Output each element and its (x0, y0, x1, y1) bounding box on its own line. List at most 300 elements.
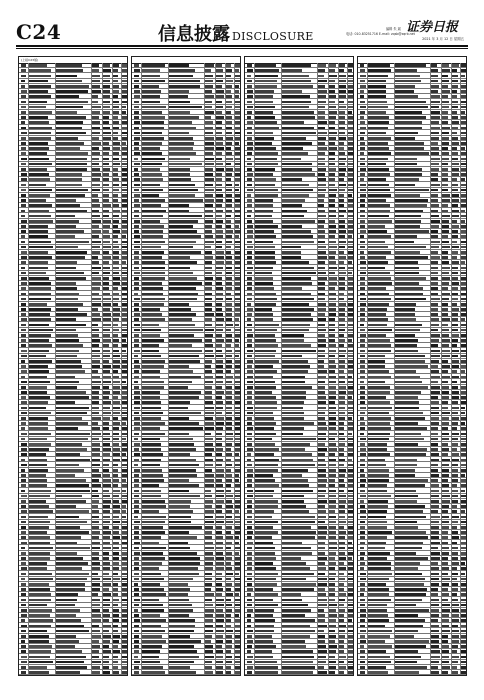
masthead-logo (404, 18, 464, 34)
table-cell (329, 261, 336, 264)
table-cell (431, 531, 439, 534)
table-cell (339, 350, 346, 353)
table-cell (235, 287, 240, 290)
table-cell (21, 412, 27, 415)
table-cell (169, 365, 189, 368)
table-cell (282, 101, 311, 104)
table-cell (92, 365, 100, 368)
table-cell (339, 547, 345, 550)
table-cell (113, 401, 120, 404)
table-cell (339, 474, 345, 477)
table-cell (56, 360, 81, 363)
table-cell (216, 127, 222, 130)
table-cell (29, 334, 51, 337)
table-cell (226, 90, 231, 93)
table-cell (134, 64, 139, 67)
table-cell (360, 158, 365, 161)
table-cell (205, 469, 212, 472)
table-cell (21, 459, 25, 462)
table-cell (113, 422, 120, 425)
table-cell (29, 396, 50, 399)
table-cell (368, 178, 386, 181)
table-cell (113, 204, 119, 207)
table-cell (21, 360, 25, 363)
table-cell (360, 344, 365, 347)
table-cell (142, 438, 160, 441)
table-cell (368, 464, 386, 467)
table-cell (113, 127, 119, 130)
table-cell (113, 625, 118, 628)
table-cell (339, 241, 346, 244)
table-cell (318, 95, 326, 98)
table-cell (142, 599, 159, 602)
table-cell (442, 168, 448, 171)
table-cell (21, 80, 25, 83)
table-cell (395, 412, 423, 415)
table-cell (142, 562, 162, 565)
table-cell (461, 588, 466, 591)
table-cell (339, 671, 344, 674)
table-cell (134, 168, 138, 171)
table-cell (442, 339, 450, 342)
table-cell (247, 168, 252, 171)
table-cell (113, 516, 119, 519)
table-cell (122, 573, 128, 576)
table-cell (329, 459, 336, 462)
table-cell (452, 510, 457, 513)
table-cell (103, 448, 111, 451)
table-cell (318, 567, 326, 570)
table-cell (56, 604, 75, 607)
table-cell (29, 246, 53, 249)
table-cell (235, 516, 241, 519)
table-cell (395, 661, 417, 664)
table-cell (235, 261, 241, 264)
table-cell (452, 85, 458, 88)
table-cell (134, 614, 139, 617)
table-cell (226, 282, 232, 285)
table-cell (452, 163, 459, 166)
table-cell (235, 671, 241, 674)
table-cell (318, 635, 325, 638)
table-cell (92, 469, 99, 472)
table-cell (282, 438, 316, 441)
table-cell (368, 230, 387, 233)
table-cell (226, 261, 232, 264)
table-cell (442, 557, 448, 560)
table-cell (339, 510, 345, 513)
table-cell (329, 101, 335, 104)
table-cell (113, 235, 118, 238)
table-cell (255, 526, 273, 529)
table-cell (142, 547, 166, 550)
table-cell (247, 339, 252, 342)
table-cell (113, 142, 120, 145)
table-cell (169, 339, 202, 342)
table-cell (113, 277, 120, 280)
table-cell (368, 562, 391, 565)
table-cell (395, 542, 423, 545)
table-cell (461, 490, 465, 493)
table-cell (235, 64, 240, 67)
table-cell (169, 287, 196, 290)
table-cell (56, 459, 90, 462)
table-cell (431, 184, 440, 187)
table-cell (122, 225, 127, 228)
table-cell (431, 500, 439, 503)
table-cell (29, 448, 49, 451)
table-cell (339, 484, 345, 487)
table-cell (235, 609, 240, 612)
table-cell (360, 630, 366, 633)
table-cell (339, 656, 346, 659)
table-cell (235, 158, 240, 161)
table-cell (169, 635, 190, 638)
table-cell (169, 282, 202, 285)
table-cell (395, 111, 422, 114)
table-cell (452, 308, 459, 311)
table-cell (368, 64, 390, 67)
table-cell (92, 199, 99, 202)
table-cell (255, 261, 276, 264)
table-cell (92, 293, 99, 296)
table-cell (226, 75, 231, 78)
table-cell (134, 438, 138, 441)
table-cell (348, 630, 353, 633)
table-cell (282, 303, 309, 306)
table-cell (205, 459, 213, 462)
table-cell (56, 277, 86, 280)
table-cell (103, 272, 110, 275)
table-cell (442, 199, 450, 202)
table-cell (329, 313, 336, 316)
table-cell (247, 630, 253, 633)
table-cell (368, 625, 385, 628)
table-cell (134, 630, 139, 633)
table-cell (368, 490, 387, 493)
table-cell (442, 184, 448, 187)
table-cell (452, 562, 459, 565)
table-cell (134, 464, 138, 467)
table-cell (318, 241, 325, 244)
table-cell (431, 215, 439, 218)
table-cell (92, 370, 98, 373)
table-cell (395, 355, 425, 358)
table-cell (216, 625, 223, 628)
table-cell (452, 365, 459, 368)
table-cell (442, 287, 448, 290)
table-cell (226, 370, 231, 373)
table-cell (142, 355, 161, 358)
table-cell (442, 132, 449, 135)
table-cell (122, 645, 127, 648)
table-cell (348, 256, 354, 259)
table-cell (348, 360, 353, 363)
table-cell (122, 495, 127, 498)
table-cell (92, 350, 100, 353)
table-cell (216, 656, 223, 659)
table-cell (92, 272, 99, 275)
table-cell (103, 386, 109, 389)
table-cell (169, 173, 190, 176)
table-cell (282, 75, 309, 78)
table-cell (431, 137, 439, 140)
table-cell (142, 339, 164, 342)
table-cell (56, 547, 90, 550)
table-cell (360, 640, 366, 643)
table-cell (122, 386, 128, 389)
table-cell (205, 111, 214, 114)
table-cell (247, 396, 252, 399)
table-cell (452, 516, 459, 519)
table-cell (103, 365, 111, 368)
table-cell (395, 619, 425, 622)
table-cell (235, 204, 240, 207)
table-cell (282, 474, 302, 477)
table-cell (368, 132, 386, 135)
table-cell (431, 427, 438, 430)
table-cell (360, 204, 365, 207)
table-cell (134, 80, 139, 83)
table-cell (29, 604, 47, 607)
table-cell (169, 500, 191, 503)
table-cell (339, 339, 345, 342)
table-cell (368, 355, 385, 358)
table-cell (113, 313, 120, 316)
table-cell (339, 422, 344, 425)
table-cell (360, 526, 365, 529)
table-cell (360, 230, 366, 233)
table-cell (92, 599, 100, 602)
table-cell (235, 567, 241, 570)
table-cell (395, 609, 429, 612)
table-cell (216, 650, 223, 653)
table-cell (247, 583, 252, 586)
table-cell (216, 645, 222, 648)
table-cell (452, 178, 457, 181)
table-cell (21, 230, 26, 233)
table-cell (216, 75, 223, 78)
table-cell (442, 552, 449, 555)
table-cell (113, 210, 120, 213)
table-cell (205, 526, 213, 529)
table-cell (113, 256, 119, 259)
table-cell (282, 500, 304, 503)
table-cell (142, 671, 165, 674)
table-cell (205, 484, 214, 487)
table-cell (329, 251, 336, 254)
table-cell (368, 391, 390, 394)
table-cell (226, 241, 232, 244)
table-cell (431, 661, 439, 664)
table-cell (442, 645, 449, 648)
table-cell (21, 490, 25, 493)
table-cell (29, 360, 52, 363)
table-cell (235, 531, 240, 534)
table-cell (461, 293, 467, 296)
table-cell (255, 391, 272, 394)
table-cell (452, 230, 458, 233)
table-cell (329, 225, 336, 228)
table-cell (21, 90, 27, 93)
table-cell (431, 246, 439, 249)
table-cell (235, 75, 241, 78)
table-cell (442, 350, 450, 353)
table-cell (216, 630, 224, 633)
table-cell (395, 220, 421, 223)
table-cell (282, 484, 309, 487)
table-cell (395, 625, 423, 628)
table-cell (348, 277, 353, 280)
table-cell (339, 184, 346, 187)
table-cell (205, 448, 214, 451)
table-cell (205, 495, 212, 498)
table-cell (452, 630, 459, 633)
table-cell (360, 215, 365, 218)
table-cell (205, 578, 212, 581)
table-cell (461, 173, 467, 176)
table-cell (395, 251, 420, 254)
table-cell (348, 386, 353, 389)
table-cell (329, 593, 335, 596)
table-cell (29, 220, 53, 223)
table-cell (216, 251, 224, 254)
table-cell (368, 101, 387, 104)
table-cell (368, 469, 389, 472)
table-cell (247, 360, 253, 363)
table-cell (103, 567, 110, 570)
table-cell (395, 640, 429, 643)
table-cell (461, 557, 466, 560)
table-cell (235, 210, 240, 213)
table-cell (56, 661, 84, 664)
table-cell (395, 567, 418, 570)
table-cell (21, 308, 26, 311)
table-cell (461, 189, 466, 192)
table-cell (318, 552, 325, 555)
table-cell (29, 329, 53, 332)
table-cell (29, 490, 51, 493)
table-cell (329, 542, 337, 545)
table-cell (226, 95, 232, 98)
table-cell (442, 593, 449, 596)
table-cell (142, 588, 164, 591)
table-cell (134, 401, 140, 404)
table-cell (339, 194, 344, 197)
table-cell (235, 625, 241, 628)
table-cell (339, 490, 344, 493)
table-cell (92, 557, 99, 560)
table-cell (255, 101, 273, 104)
table-cell (216, 85, 222, 88)
table-cell (92, 277, 101, 280)
table-cell (255, 246, 275, 249)
table-cell (56, 355, 77, 358)
table-cell (103, 152, 109, 155)
table-cell (442, 355, 450, 358)
table-cell (205, 318, 212, 321)
table-cell (282, 630, 315, 633)
table-cell (339, 287, 345, 290)
table-cell (216, 69, 223, 72)
table-cell (92, 650, 99, 653)
table-cell (360, 318, 365, 321)
table-cell (169, 85, 200, 88)
table-cell (431, 635, 439, 638)
table-cell (92, 241, 101, 244)
table-cell (113, 137, 118, 140)
table-cell (461, 106, 466, 109)
table-cell (452, 132, 457, 135)
table-cell (452, 490, 458, 493)
table-cell (226, 401, 232, 404)
table-cell (247, 189, 253, 192)
table-cell (142, 479, 164, 482)
table-cell (169, 630, 194, 633)
table-cell (368, 521, 387, 524)
table-cell (329, 516, 336, 519)
table-cell (103, 443, 110, 446)
table-cell (142, 593, 166, 596)
table-cell (318, 459, 325, 462)
table-cell (329, 578, 335, 581)
table-cell (56, 313, 87, 316)
table-cell (368, 282, 392, 285)
table-cell (205, 220, 213, 223)
table-cell (442, 401, 448, 404)
table-cell (235, 381, 241, 384)
table-cell (226, 661, 232, 664)
table-cell (216, 121, 222, 124)
table-cell (368, 427, 391, 430)
table-cell (247, 516, 252, 519)
table-cell (169, 521, 191, 524)
table-cell (205, 80, 213, 83)
table-cell (431, 127, 440, 130)
table-cell (329, 650, 336, 653)
table-cell (255, 230, 274, 233)
table-cell (348, 350, 354, 353)
table-cell (103, 604, 110, 607)
table-cell (205, 479, 214, 482)
table-cell (235, 173, 240, 176)
table-cell (92, 490, 98, 493)
table-cell (226, 267, 232, 270)
table-cell (29, 474, 46, 477)
table-cell (461, 614, 466, 617)
table-cell (318, 106, 325, 109)
table-cell (29, 137, 51, 140)
table-cell (368, 277, 391, 280)
table-cell (348, 220, 353, 223)
table-cell (339, 106, 346, 109)
table-cell (103, 474, 110, 477)
table-cell (339, 246, 345, 249)
table-cell (282, 344, 311, 347)
table-cell (169, 350, 202, 353)
table-cell (339, 604, 344, 607)
table-cell (113, 261, 119, 264)
table-cell (442, 666, 450, 669)
table-cell (205, 241, 214, 244)
table-cell (329, 298, 336, 301)
table-cell (29, 318, 51, 321)
table-cell (205, 650, 213, 653)
table-cell (395, 526, 418, 529)
table-cell (205, 69, 211, 72)
table-cell (122, 132, 127, 135)
table-cell (452, 194, 459, 197)
